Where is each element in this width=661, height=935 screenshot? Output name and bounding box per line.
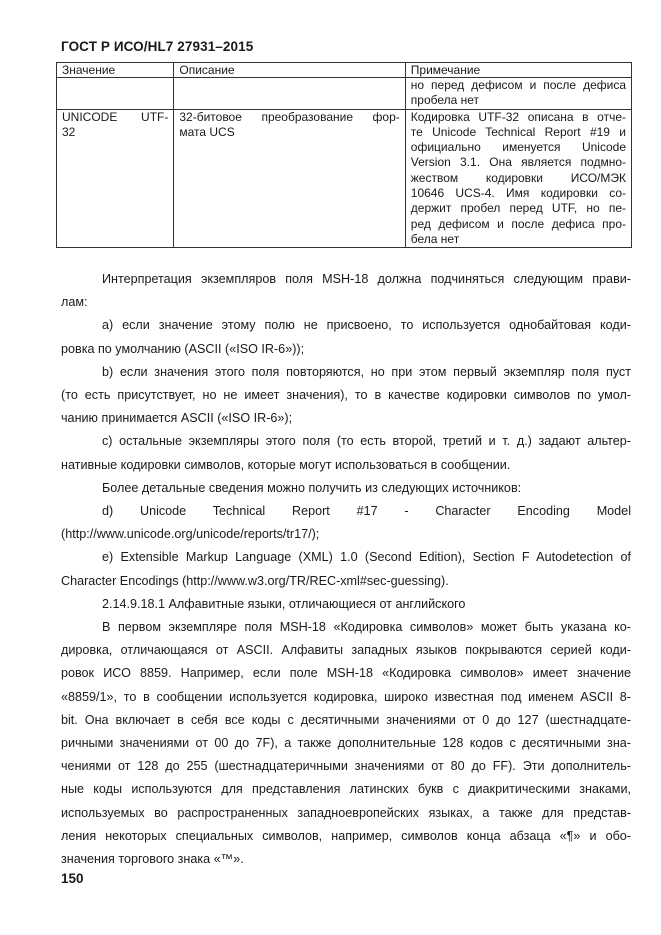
description-line: 32-битовое преобразование фор- xyxy=(179,109,400,124)
note-line: Кодировка UTF-32 описана в отче- xyxy=(410,109,626,124)
paragraph-rule-c: с) остальные экземпляры этого поля (то есть второй, третий и т. д.) задают альтер- нативные кодировки символов, которые могут использоваться в сообщении. xyxy=(61,434,631,472)
column-header-description: Описание xyxy=(174,63,405,78)
document-header: ГОСТ Р ИСО/HL7 27931–2015 xyxy=(61,39,254,54)
body-text xyxy=(61,268,631,871)
table-cell-description xyxy=(174,109,405,248)
table-cell-note xyxy=(405,78,631,110)
table-cell-value xyxy=(57,78,174,110)
table-header-row xyxy=(57,63,632,78)
encoding-table xyxy=(56,62,632,248)
note-line: жеством кодировки ИСО/МЭК xyxy=(410,170,626,185)
note-line: 10646 UCS-4. Имя кодировки со- xyxy=(410,186,626,201)
table-cell-value xyxy=(57,109,174,248)
table-row xyxy=(57,78,632,110)
description-line: мата UCS xyxy=(179,124,235,139)
note-line: Version 3.1. Она является подмно- xyxy=(410,155,626,170)
paragraph-rules-intro: Интерпретация экземпляров поля MSH-18 должна подчиняться следующим прави- лам: xyxy=(61,272,631,310)
note-line: те Unicode Technical Report #19 и xyxy=(410,124,626,139)
paragraph-source-d: d) Unicode Technical Report #17 - Character Encoding Model (http://www.unicode.org/unicode/reports/tr17/); xyxy=(61,504,631,542)
section-heading: 2.14.9.18.1 Алфавитные языки, отличающиеся от английского xyxy=(102,596,466,611)
note-line: держит пробел перед UTF, но пе- xyxy=(410,201,626,216)
note-line: но перед дефисом и после дефиса xyxy=(410,78,626,92)
table-row xyxy=(57,109,632,248)
page-number: 150 xyxy=(61,871,84,886)
note-line: пробела нет xyxy=(410,93,480,108)
column-header-note: Примечание xyxy=(405,63,631,78)
paragraph-rule-a: а) если значение этому полю не присвоено, то используется однобайтовая коди- ровка по умолчанию (ASCII («ISO IR-6»)); xyxy=(61,318,631,356)
paragraph-rule-b: b) если значения этого поля повторяются, но при этом первый экземпляр поля пуст (то есть присутствует, но не имеет значения), то в качестве кодировки символов по умол- чанию принимается ASCII («ISO IR-6»); xyxy=(61,364,631,426)
paragraph-source-e: e) Extensible Markup Language (XML) 1.0 (Second Edition), Section F Autodetection of Character Encodings (http://www.w3.org/TR/REC-xml#sec-guessing). xyxy=(61,550,631,588)
column-header-value: Значение xyxy=(57,63,174,78)
note-line: бела нет xyxy=(410,231,460,246)
paragraph-alphabetic-languages: В первом экземпляре поля MSH-18 «Кодировка символов» может быть указана ко- дировка, отличающаяся от ASCII. Алфавиты западных языков покрываются серией коди- ровок ИСО 8859. Например, если поле MSH-18 «Кодировка символов» имеет значение «8859/1», то в сообщении используется кодировка, широко известная под именем ASCII 8- bit. Она включает в себя все коды с десятичными значениями от 0 до 127 (шестнадцате- ричными значениями от 00 до 7F), а также дополнительные 128 кодов с десятичными зна- чениями от 128 до 255 (шестнадцатеричными значениями от 80 до FF). Эти дополнитель- ные коды используются для представления латинских букв с диакритическими знаками, используемых во распространенных западноевропейских языках, а также для представ- ления некоторых специальных символов, например, символов конца абзаца «¶» и обо- значения торгового знака «™». xyxy=(61,620,631,867)
note-line: ред дефисом и после дефиса про- xyxy=(410,216,626,231)
table-cell-description xyxy=(174,78,405,110)
value-line: UNICODE UTF- xyxy=(62,109,169,124)
table-cell-note xyxy=(405,109,631,248)
value-line: 32 xyxy=(62,124,76,139)
note-line: официально именуется Unicode xyxy=(410,140,626,155)
paragraph-sources-intro: Более детальные сведения можно получить из следующих источников: xyxy=(102,480,522,495)
